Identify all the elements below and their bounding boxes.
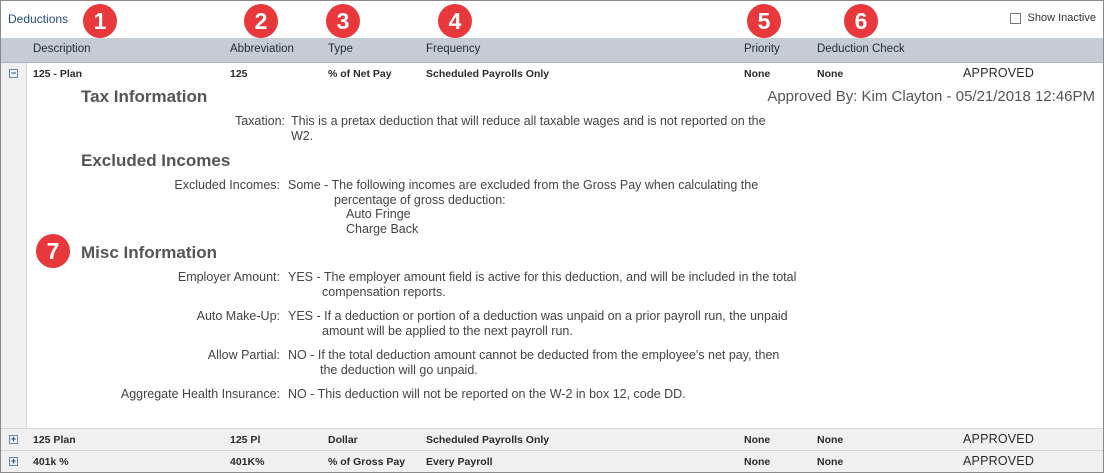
row-type: % of Gross Pay — [328, 456, 406, 468]
approved-by-text: Approved By: Kim Clayton - 05/21/2018 12:46PM — [767, 88, 1095, 105]
excluded-income-item: Charge Back — [346, 221, 419, 236]
excluded-incomes-title: Excluded Incomes — [81, 151, 231, 170]
aggregate-health-insurance-label: Aggregate Health Insurance: — [120, 387, 280, 401]
column-header-description[interactable]: Description — [33, 43, 91, 55]
row-deduction-check: None — [817, 68, 844, 80]
row-description: 125 - Plan — [33, 68, 83, 80]
allow-partial-line-1: NO - If the total deduction amount cannot be deducted from the employee's net pay, then — [288, 348, 780, 362]
misc-information-title: Misc Information — [81, 243, 218, 262]
table-row[interactable] — [1, 63, 1103, 84]
expand-icon[interactable]: + — [10, 456, 17, 466]
row-abbreviation: 125 — [230, 68, 248, 80]
panel-title: Deductions — [8, 12, 69, 26]
taxation-value — [291, 114, 766, 143]
allow-partial-line-2: the deduction will go unpaid. — [320, 362, 478, 377]
row-status: APPROVED — [963, 66, 1035, 80]
aggregate-health-insurance-line-1: NO - This deduction will not be reported on the W-2 in box 12, code DD. — [288, 387, 686, 401]
expanded-row-gutter — [1, 63, 27, 428]
tax-information-title: Tax Information — [81, 87, 208, 106]
employer-amount-line-1: YES - The employer amount field is active for this deduction, and will be included in the total — [288, 270, 797, 284]
annotation-badge-7: 7 — [36, 234, 70, 268]
taxation-line-2: W2. — [291, 128, 314, 143]
row-deduction-check: None — [817, 456, 844, 468]
row-status: APPROVED — [963, 432, 1035, 446]
row-type: Dollar — [328, 434, 358, 446]
taxation-label: Taxation: — [234, 114, 285, 128]
employer-amount-line-2: compensation reports. — [322, 284, 446, 299]
excluded-incomes-line-2: percentage of gross deduction: — [334, 192, 506, 207]
taxation-line-1: This is a pretax deduction that will reduce all taxable wages and is not reported on the — [291, 114, 766, 128]
row-description: 401k % — [33, 456, 69, 468]
column-header-bar — [1, 38, 1103, 63]
employer-amount-label: Employer Amount: — [177, 270, 280, 284]
auto-make-up-line-2: amount will be applied to the next payroll run. — [322, 323, 573, 338]
allow-partial-label: Allow Partial: — [207, 348, 280, 362]
excluded-incomes-value — [288, 178, 758, 236]
allow-partial-value — [288, 348, 779, 377]
annotation-badge-5: 5 — [747, 4, 781, 38]
aggregate-health-insurance-value — [288, 387, 686, 402]
employer-amount-value — [288, 270, 796, 299]
show-inactive-checkbox[interactable] — [1010, 13, 1021, 24]
excluded-income-item: Auto Fringe — [346, 207, 411, 221]
excluded-incomes-line-1: Some - The following incomes are excluded from the Gross Pay when calculating the — [288, 178, 759, 192]
column-header-abbreviation[interactable]: Abbreviation — [230, 43, 294, 55]
annotation-badge-4: 4 — [438, 4, 472, 38]
auto-make-up-label: Auto Make-Up: — [196, 309, 280, 323]
column-header-deduction-check[interactable]: Deduction Check — [817, 43, 905, 55]
row-deduction-check: None — [817, 434, 844, 446]
row-status: APPROVED — [963, 454, 1035, 468]
column-header-frequency[interactable]: Frequency — [426, 43, 481, 55]
row-type: % of Net Pay — [328, 68, 392, 80]
row-priority: None — [744, 434, 771, 446]
annotation-badge-1: 1 — [83, 4, 117, 38]
column-header-type[interactable]: Type — [328, 43, 353, 55]
auto-make-up-line-1: YES - If a deduction or portion of a deduction was unpaid on a prior payroll run, the unpaid — [288, 309, 788, 323]
row-description: 125 Plan — [33, 434, 76, 446]
table-row[interactable] — [1, 450, 1103, 472]
row-frequency: Scheduled Payrolls Only — [426, 68, 550, 80]
expand-icon[interactable]: + — [10, 434, 17, 444]
row-abbreviation: 401K% — [230, 456, 265, 468]
row-priority: None — [744, 68, 771, 80]
annotation-badge-3: 3 — [326, 4, 360, 38]
row-priority: None — [744, 456, 771, 468]
annotation-badge-2: 2 — [244, 4, 278, 38]
row-frequency: Scheduled Payrolls Only — [426, 434, 550, 446]
table-row[interactable] — [1, 428, 1103, 450]
collapse-icon[interactable]: − — [10, 68, 17, 78]
row-abbreviation: 125 Pl — [230, 434, 261, 446]
column-header-priority[interactable]: Priority — [744, 43, 780, 55]
show-inactive-toggle[interactable] — [1010, 12, 1096, 24]
excluded-incomes-label: Excluded Incomes: — [174, 178, 280, 192]
annotation-badge-6: 6 — [844, 4, 878, 38]
show-inactive-label: Show Inactive — [1027, 12, 1096, 24]
auto-make-up-value — [288, 309, 788, 338]
row-frequency: Every Payroll — [426, 456, 493, 468]
